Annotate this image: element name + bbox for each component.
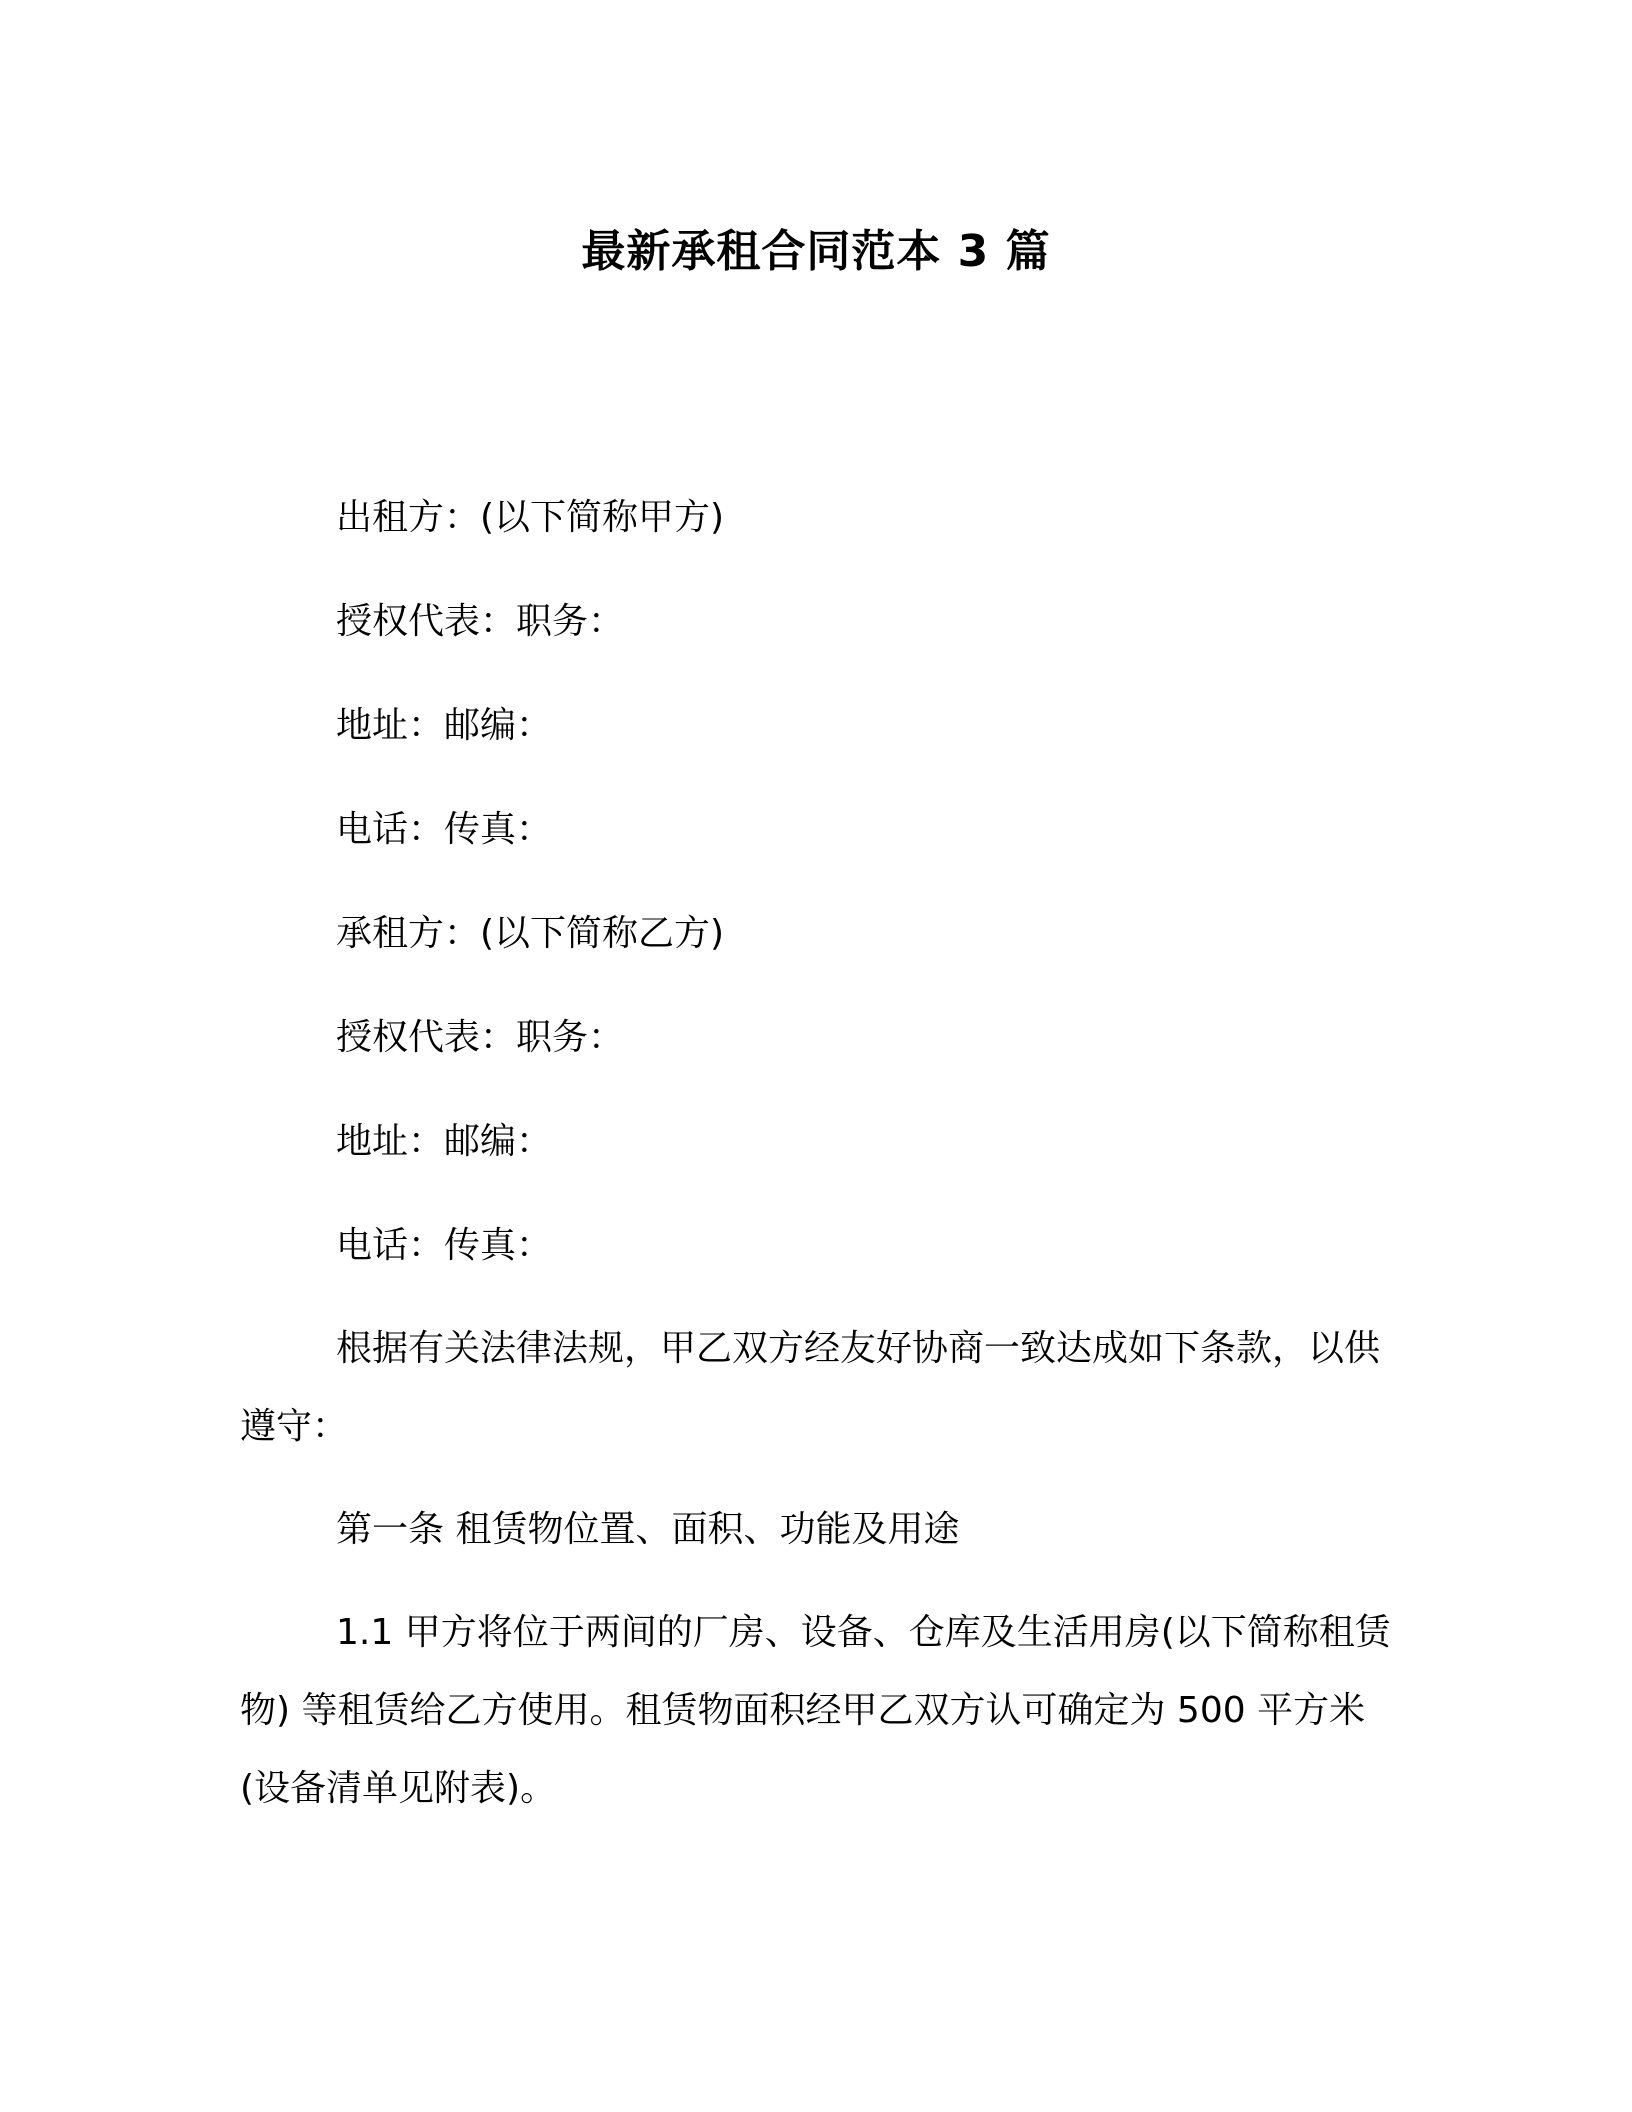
party-a-address-line: 地址：邮编： xyxy=(336,705,553,746)
party-b-address-line: 地址：邮编： xyxy=(336,1121,553,1162)
party-b-role-line: 承租方：(以下简称乙方) xyxy=(336,913,725,954)
intro-paragraph: 根据有关法律法规，甲乙双方经友好协商一致达成如下条款，以供遵守： xyxy=(240,1328,1381,1447)
document-title: 最新承租合同范本 3 篇 xyxy=(581,226,1051,277)
party-a-role-line: 出租方：(以下简称甲方) xyxy=(336,497,725,538)
party-b-phone-line: 电话：传真： xyxy=(336,1225,553,1266)
clause-1-1-paragraph: 1.1 甲方将位于两间的厂房、设备、仓库及生活用房(以下简称租赁物) 等租赁给乙方使用。租赁物面积经甲乙双方认可确定为 500 平方米(设备清单见附表)。 xyxy=(240,1612,1391,1809)
article-1-heading: 第一条 租赁物位置、面积、功能及用途 xyxy=(336,1509,960,1550)
party-b-representative-line: 授权代表：职务： xyxy=(336,1017,625,1058)
party-a-phone-line: 电话：传真： xyxy=(336,809,553,850)
party-a-representative-line: 授权代表：职务： xyxy=(336,601,625,642)
